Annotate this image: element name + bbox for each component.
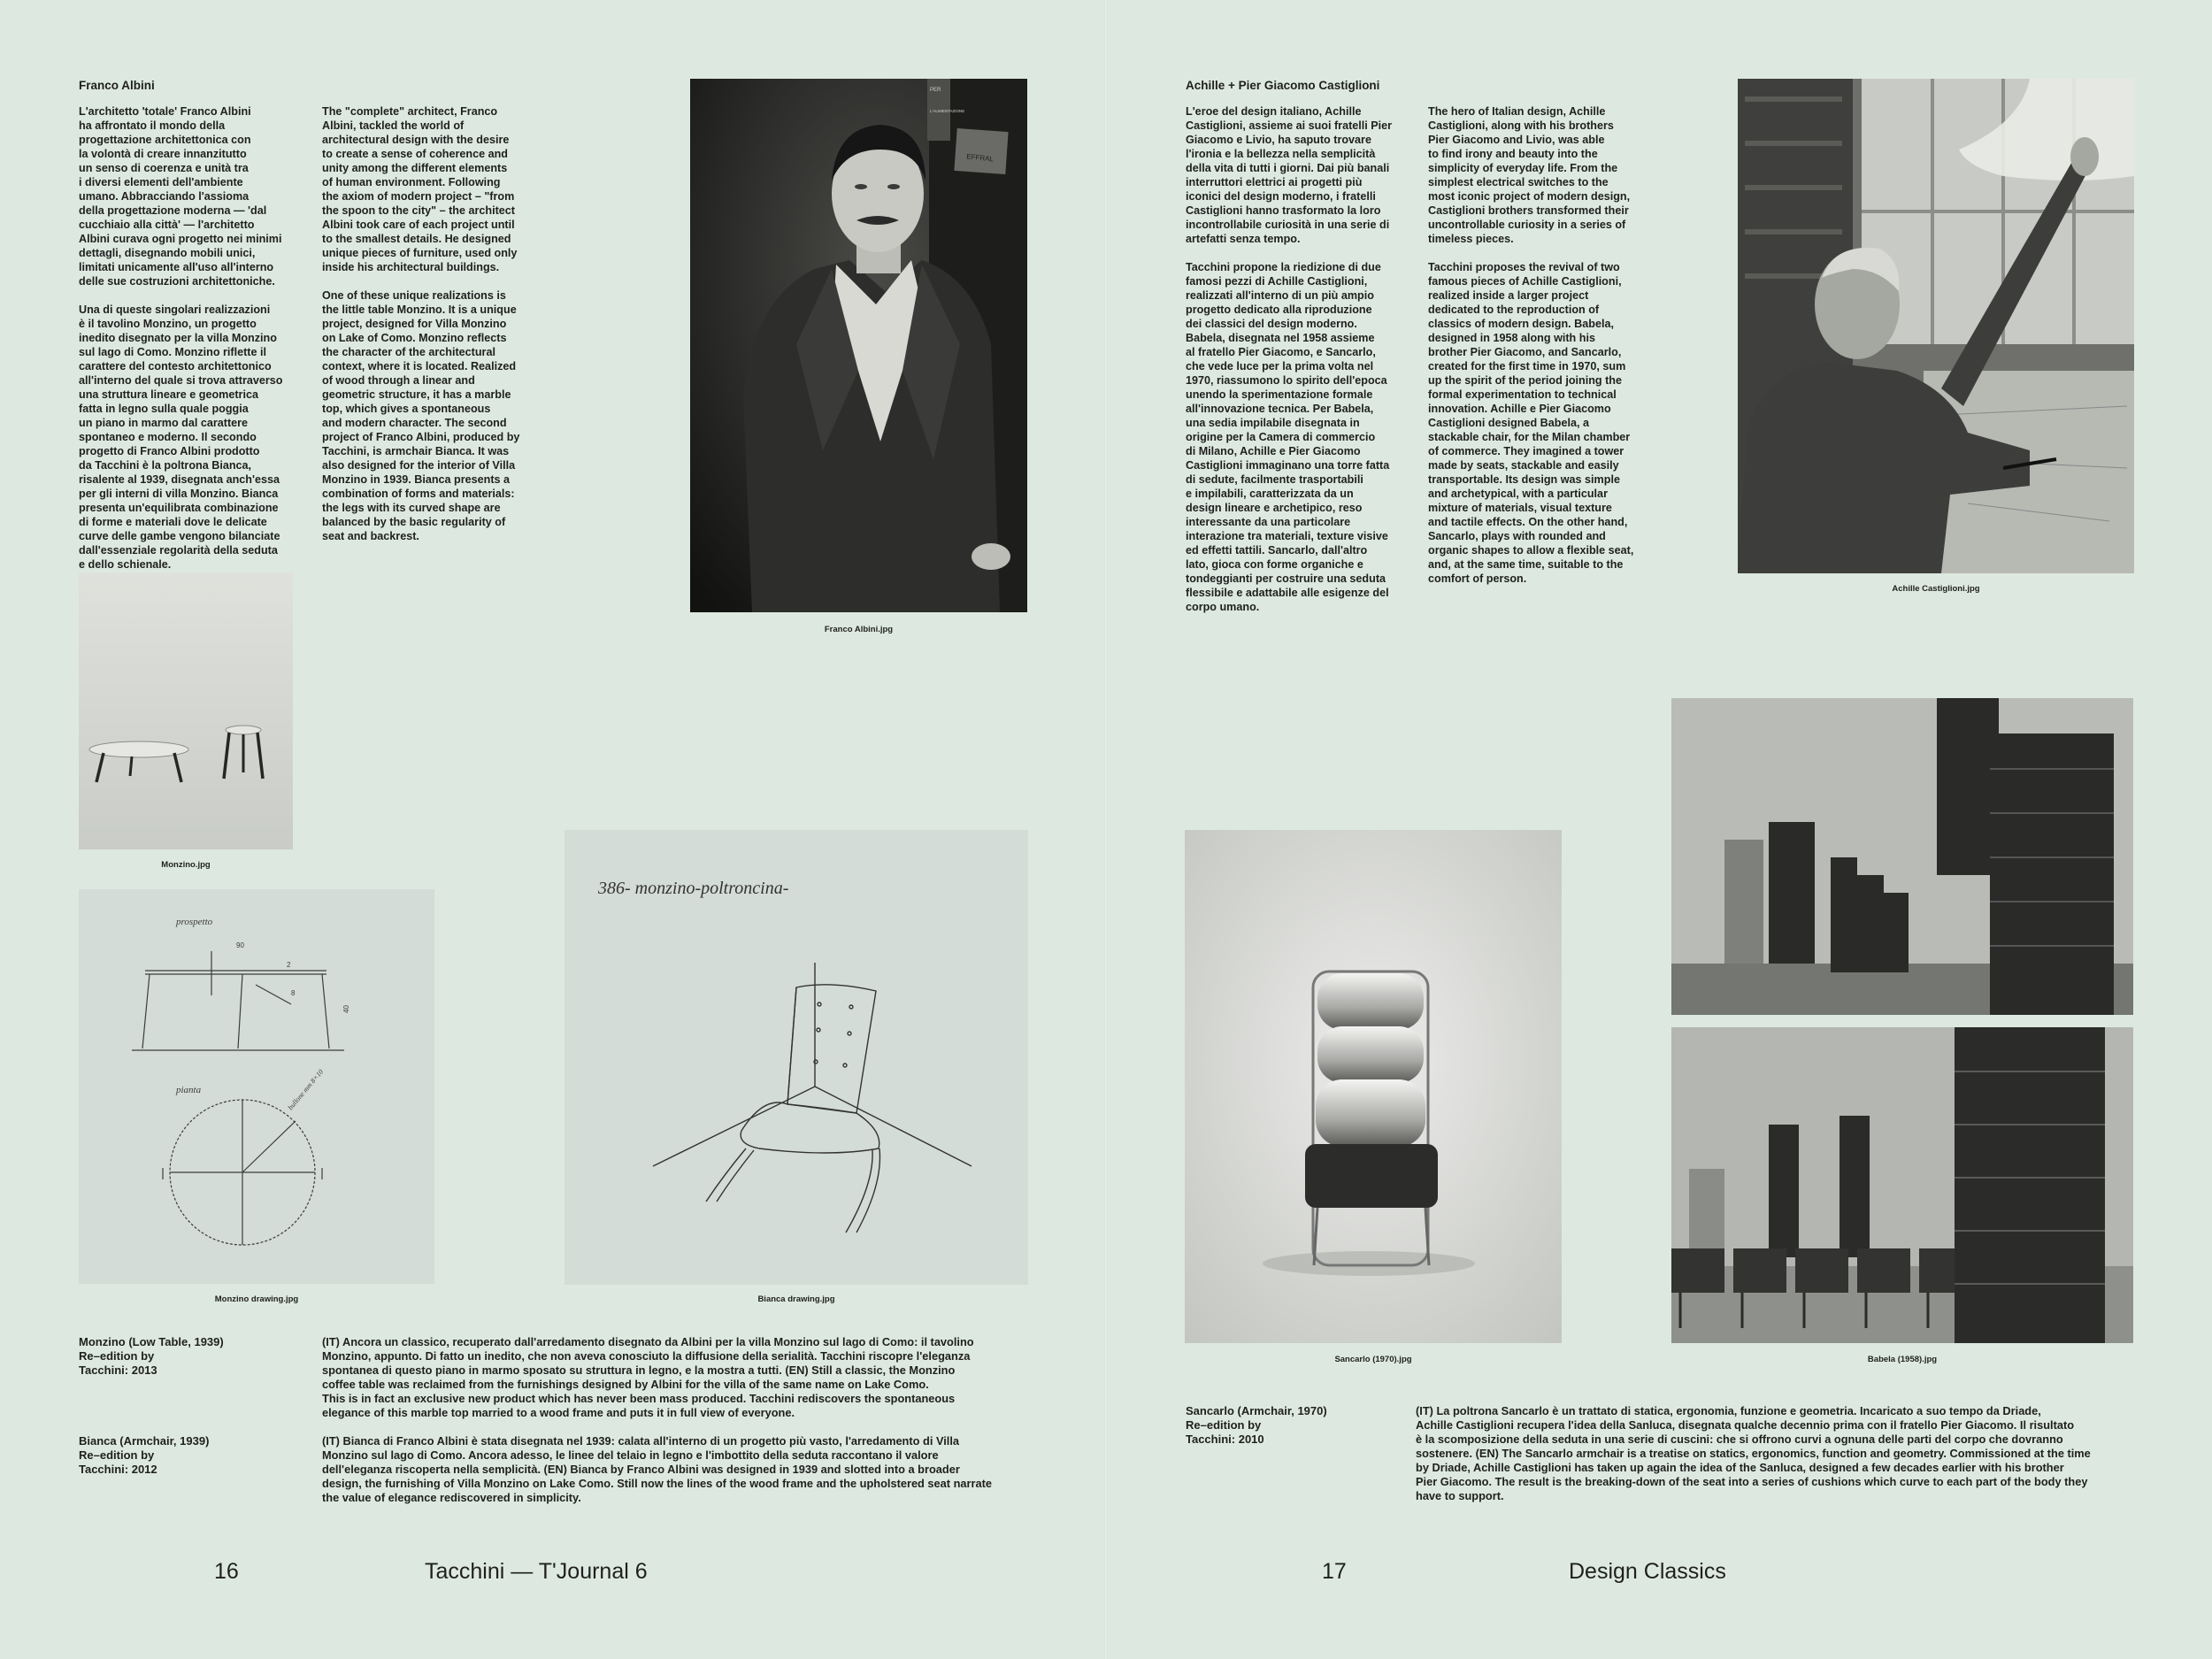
bianca-drawing-caption: Bianca drawing.jpg (757, 1294, 835, 1304)
castiglioni-it-paragraph-1: L'eroe del design italiano, Achille Castiglioni, assieme ai suoi fratelli Pier Giacomo e Livio, ha saputo trovare l'ironia e la bellezza nella semplicità della vita di tutti i giorni. Dai più banali interruttori elettrici ai progetti più iconici del design moderno, i fratelli Castiglioni hanno trasformato la loro incontrollabile curiosità in una serie di artefatti senza tempo. (1186, 105, 1393, 245)
sancarlo-caption: Sancarlo (1970).jpg (1334, 1355, 1412, 1364)
albini-text-en (322, 104, 552, 557)
babela-photo-top (1671, 698, 2133, 1015)
castiglioni-it-paragraph-2: Tacchini propone la riedizione di due famosi pezzi di Achille Castiglioni, realizzati all'interno di un più ampio progetto dedicato alla riproduzione dei classici del design moderno. Babela, disegnata nel 1958 assieme al fratello Pier Giacomo, e Sancarlo, che vede luce per la prima volta nel 1970, riassumono lo spirito dell'epoca unendo la sperimentazione formale all'innovazione tecnica. Per Babela, una sedia impilabile disegnata in origine per la Camera di commercio di Milano, Achille e Pier Giacomo Castiglioni immaginano una torre fatta di sedute, facilmente trasportabili e impilabili, caratterizzata da un design lineare e archetipico, reso interessante da una particolare interazione tra materiali, texture visive ed effetti tattili. Sancarlo, dall'altro lato, gioca con forme organiche e tondeggianti per costruire una seduta flessibile e adattabile alle esigenze del corpo umano. (1186, 261, 1390, 613)
albini-it-paragraph-2: Una di queste singolari realizzazioni è il tavolino Monzino, un progetto inedito disegnato per la villa Monzino sul lago di Como. Monzino riflette il carattere del contesto architettonico all'interno del quale si trova attraverso una struttura lineare e geometrica fatta in legno sulla quale poggia un piano in marmo dal carattere spontaneo e moderno. Il secondo progetto di Franco Albini prodotto da Tacchini è la poltrona Bianca, risalente al 1939, disegnata anch'essa per gli interni di villa Monzino. Bianca presenta un'equilibrata combinazione di forme e materiali dove le delicate curve delle gambe vengono bilanciate dall'essenziale regolarità della seduta e dello schienale. (79, 303, 283, 571)
sancarlo-description (1416, 1404, 2150, 1517)
monzino-credit: Monzino (Low Table, 1939) Re–edition by Tacchini: 2013 (79, 1335, 224, 1377)
babela-photo-bottom (1671, 1027, 2133, 1343)
monzino-description-text: (IT) Ancora un classico, recuperato dall'arredamento disegnato da Albini per la villa Monzino sul lago di Como: il tavolino Monzino, appunto. Di fatto un inedito, che non aveva conosciuto la diffusione della serialità. Tacchini riscopre l'eleganza spontanea di questo piano in marmo sposato su struttura in legno, e la mostra a tutti. (EN) Still a classic, the Monzino coffee table was reclaimed from the furnishings designed by Albini for the villa of the same name on Lake Como. This is in fact an exclusive new product which has never been mass produced. Tacchini rediscovers the spontaneous elegance of this marble top married to a wood frame and puts it in full view of everyone. (322, 1335, 974, 1419)
right-footer-title: Design Classics (1569, 1559, 1726, 1584)
bianca-credit: Bianca (Armchair, 1939) Re–edition by Tacchini: 2012 (79, 1434, 210, 1476)
monzino-caption: Monzino.jpg (161, 860, 211, 870)
bianca-description (322, 1434, 1048, 1518)
bianca-description-text: (IT) Bianca di Franco Albini è stata disegnata nel 1939: calata all'interno di un progetto più vasto, l'arredamento di Villa Monzino sul lago di Como. Ancora adesso, le linee del telaio in legno e l'imbottito della seduta raccontano il valore dell'eleganza riscoperta nella semplicità. (EN) Bianca by Franco Albini was designed in 1939 and slotted into a broader design, the furnishing of Villa Monzino on Lake Como. Still now the lines of the wood frame and the upholstered seat narrate the value of elegance rediscovered in simplicity. (322, 1434, 992, 1504)
castiglioni-en-paragraph-1: The hero of Italian design, Achille Castiglioni, along with his brothers Pier Giacomo and Livio, was able to find irony and beauty into the simplicity of everyday life. From the simplest electrical switches to the most iconic project of modern design, Castiglioni brothers transformed their uncontrollable curiosity in a series of timeless pieces. (1428, 105, 1631, 245)
bianca-drawing-title: 386- monzino-poltroncina- (598, 879, 789, 898)
dim-90: 90 (236, 941, 244, 949)
babela-caption: Babela (1958).jpg (1867, 1355, 1938, 1364)
monzino-drawing (79, 889, 434, 1284)
castiglioni-text-it (1186, 104, 1425, 628)
achille-castiglioni-photo (1738, 79, 2134, 573)
franco-albini-caption: Franco Albini.jpg (824, 625, 894, 634)
spine-fold (1104, 0, 1108, 1659)
sign-text-2: L'ALIMENTAZIONE (930, 109, 965, 113)
left-footer-title: Tacchini — T'Journal 6 (425, 1559, 648, 1584)
left-page-number: 16 (214, 1559, 239, 1584)
franco-albini-photo (690, 79, 1027, 612)
albini-text-it (79, 104, 309, 586)
right-page-number: 17 (1322, 1559, 1347, 1584)
right-heading: Achille + Pier Giacomo Castiglioni (1186, 79, 1380, 92)
dim-side: 40 (342, 1005, 350, 1013)
bianca-drawing (565, 830, 1028, 1285)
sancarlo-credit: Sancarlo (Armchair, 1970) Re–edition by Tacchini: 2010 (1186, 1404, 1327, 1446)
dim-2: 2 (287, 961, 291, 969)
achille-castiglioni-caption: Achille Castiglioni.jpg (1892, 584, 1980, 594)
drawing-side-note: bullone mm 8×10 (286, 1067, 326, 1112)
sancarlo-description-text: (IT) La poltrona Sancarlo è un trattato di statica, ergonomia, funzione e geometria. Incaricato a suo tempo da Driade, Achille Castiglioni recupera l'idea della Sanluca, disegnata qualche decennio prima con il fratello Pier Giacomo. Il risultato è la scomposizione della seduta in una serie di cuscini: che si offrono curvi a ognuna delle parti del corpo che dovranno sostenere. (EN) The Sancarlo armchair is a treatise on statics, ergonomics, function and geometry. Commissioned at the time by Driade, Achille Castiglioni has taken up again the idea of the Sanluca, designed a few decades earlier with his brother Pier Giacomo. The result is the breaking-down of the seat into a series of cushions which curve to each part of the body they have to support. (1416, 1404, 2091, 1502)
albini-it-paragraph-1: L'architetto 'totale' Franco Albini ha affrontato il mondo della progettazione architettonica con la volontà di creare innanzitutto un senso di coerenza e unità tra i diversi elementi dell'ambiente umano. Abbracciando l'assioma della progettazione moderna — 'dal cucchiaio alla città' — l'architetto Albini curava ogni progetto nei minimi dettagli, disegnando mobili unici, limitati unicamente all'uso all'interno delle sue costruzioni architettoniche. (79, 105, 282, 288)
monzino-drawing-caption: Monzino drawing.jpg (214, 1294, 299, 1304)
drawing-label-pianta: pianta (176, 1085, 202, 1095)
drawing-label-prospetto: prospetto (176, 917, 213, 927)
sign-text-3: EFFRAL (965, 152, 995, 164)
albini-en-paragraph-2: One of these unique realizations is the little table Monzino. It is a unique project, designed for Villa Monzino on Lake of Como. Monzino reflects the character of the architectural context, where it is located. Realized of wood through a linear and geometric structure, it has a marble top, which gives a spontaneous and modern character. The second project of Franco Albini, produced by Tacchini, is armchair Bianca. It was also designed for the interior of Villa Monzino in 1939. Bianca presents a combination of forms and materials: the legs with its curved shape are balanced by the basic regularity of seat and backrest. (322, 289, 520, 542)
sign-text-1: PER (930, 88, 941, 93)
monzino-description (322, 1335, 1048, 1433)
monzino-photo (79, 572, 293, 849)
left-heading: Franco Albini (79, 79, 155, 92)
castiglioni-en-paragraph-2: Tacchini proposes the revival of two famous pieces of Achille Castiglioni, realized inside a larger project dedicated to the reproduction of classics of modern design. Babela, designed in 1958 along with his brother Pier Giacomo, and Sancarlo, created for the first time in 1970, sum up the spirit of the period joining the formal experimentation to technical innovation. Achille e Pier Giacomo Castiglioni designed Babela, a stackable chair, for the Milan chamber of commerce. They imagined a tower made by seats, stackable and easily transportable. Its design was simple and archetypical, with a particular mixture of materials, visual texture and tactile effects. On the other hand, Sancarlo, plays with rounded and organic shapes to allow a flexible seat, and, at the same time, suitable to the comfort of person. (1428, 261, 1634, 585)
castiglioni-text-en (1428, 104, 1676, 600)
dim-8: 8 (291, 989, 296, 997)
sancarlo-photo (1185, 830, 1562, 1343)
albini-en-paragraph-1: The "complete" architect, Franco Albini, tackled the world of architectural design with the desire to create a sense of coherence and unity among the different elements of human environment. Following the axiom of modern project – "from the spoon to the city" – the architect Albini took care of each project until to the smallest details. He designed unique pieces of furniture, used only inside his architectural buildings. (322, 105, 518, 273)
